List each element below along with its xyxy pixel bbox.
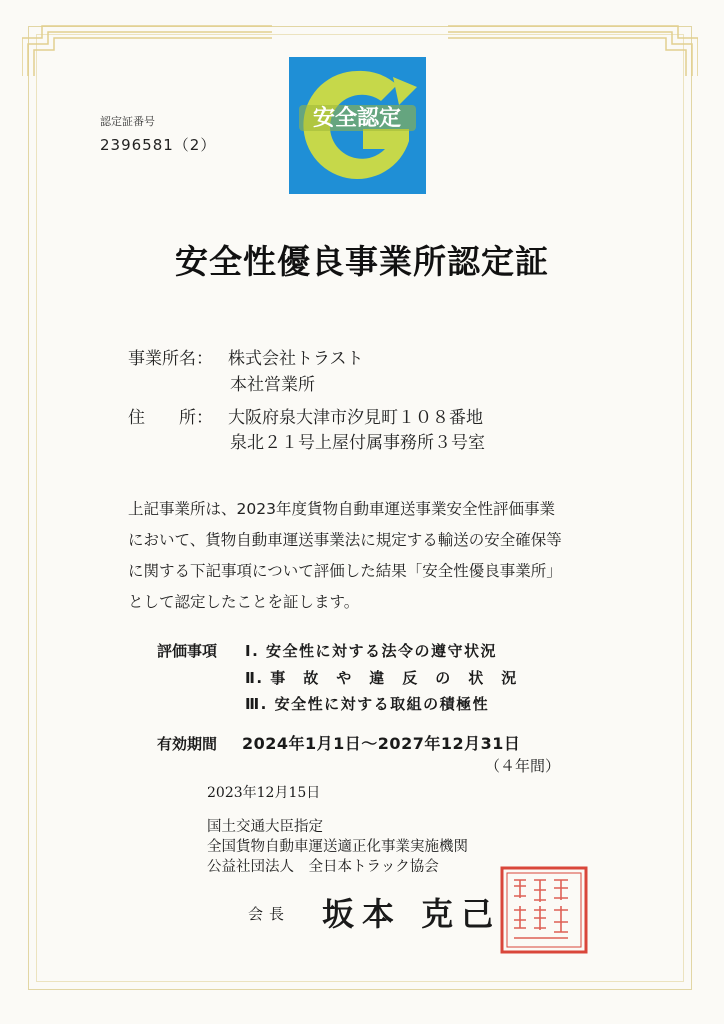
chairman-name: 坂本 克己 <box>322 895 502 933</box>
body-line-1: 上記事業所は、2023年度貨物自動車運送事業安全性評価事業 <box>128 500 555 518</box>
business-office: 本社営業所 <box>230 375 315 395</box>
issuer-line-1: 国土交通大臣指定 <box>207 819 323 835</box>
evaluation-item-3: Ⅲ. 安全性に対する取組の積極性 <box>245 695 490 713</box>
address-label: 住 所： <box>128 408 213 428</box>
address-line1: 大阪府泉大津市汐見町１０８番地 <box>228 408 483 428</box>
certificate-number-label: 認定証番号 <box>100 115 155 128</box>
chairman-label: 会長 <box>248 905 291 923</box>
safety-certification-logo <box>289 57 426 194</box>
evaluation-item-2: Ⅱ. 事 故 や 違 反 の 状 況 <box>245 669 518 687</box>
validity-label: 有効期間 <box>157 735 218 753</box>
issuer-line-2: 全国貨物自動車運送適正化事業実施機関 <box>207 839 468 855</box>
business-name: 株式会社トラスト <box>228 349 364 369</box>
corner-ornament-top-right <box>448 20 698 80</box>
body-line-2: において、貨物自動車運送事業法に規定する輸送の安全確保等 <box>128 531 562 549</box>
body-line-4: として認定したことを証します。 <box>128 593 360 611</box>
certificate-number: 2396581（2） <box>100 136 217 154</box>
validity-period: 2024年1月1日～2027年12月31日 <box>242 734 521 753</box>
body-line-3: に関する下記事項について評価した結果「安全性優良事業所」 <box>128 562 562 580</box>
corner-ornament-top-left <box>22 20 272 80</box>
validity-years: （４年間） <box>485 757 561 775</box>
address-line2: 泉北２１号上屋付属事務所３号室 <box>230 433 485 453</box>
address-row <box>128 403 483 428</box>
issuer-line-3: 公益社団法人 全日本トラック協会 <box>207 859 439 875</box>
evaluation-label: 評価事項 <box>157 642 218 660</box>
business-name-row <box>128 344 364 369</box>
issue-date: 2023年12月15日 <box>207 785 321 801</box>
evaluation-item-1: Ⅰ. 安全性に対する法令の遵守状況 <box>245 642 498 660</box>
official-seal <box>500 866 588 954</box>
business-name-label: 事業所名： <box>128 349 213 369</box>
logo-text: 安全認定 <box>312 106 402 131</box>
certificate-title: 安全性優良事業所認定証 <box>175 242 549 281</box>
